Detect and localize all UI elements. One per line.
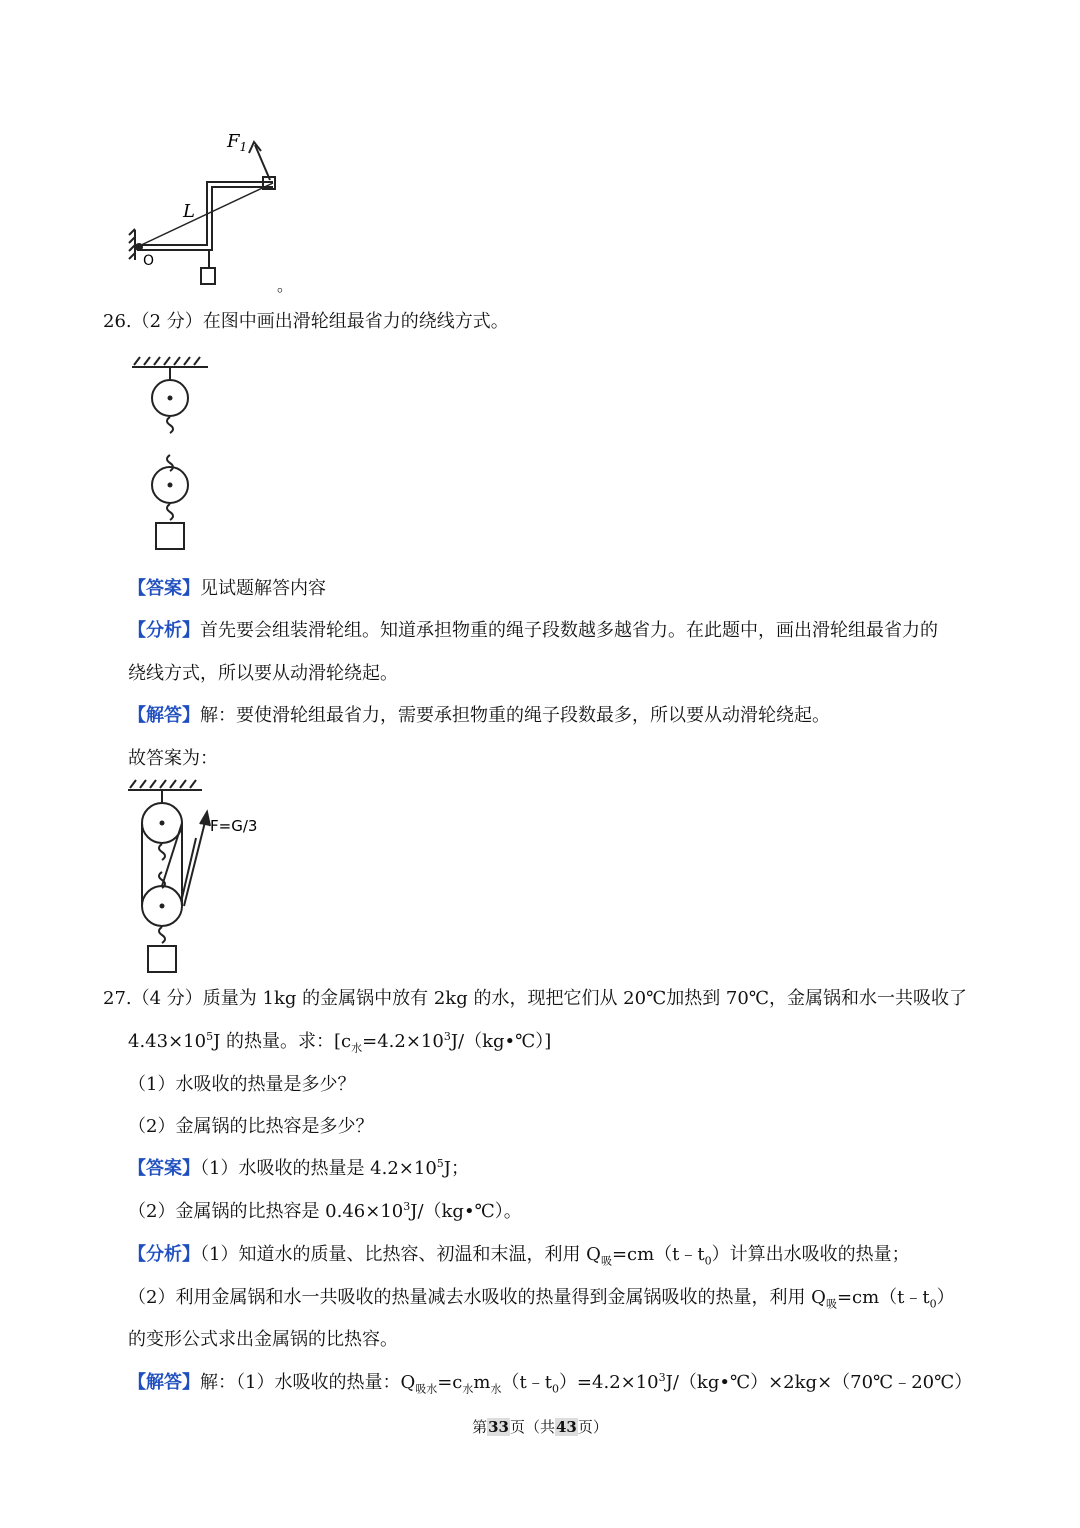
current-page-number: 33	[488, 1418, 509, 1436]
pulley-answer-figure	[126, 778, 276, 978]
q27-analysis-line3: 的变形公式求出金属锅的比热容。	[128, 1329, 398, 1350]
total-page-number: 43	[556, 1418, 577, 1436]
q26-analysis-line1: 【分析】首先要会组装滑轮组。知道承担物重的绳子段数越多越省力。在此题中，画出滑轮组最省力的	[128, 620, 938, 641]
analysis-tag: 【分析】	[128, 1244, 200, 1265]
q27-question-line1: 27.（4 分）质量为 1kg 的金属锅中放有 2kg 的水，现把它们从 20℃加热到 70℃，金属锅和水一共吸收了	[103, 988, 967, 1009]
q27-solution-line1: 【解答】解：（1）水吸收的热量：$Q_{吸水}=c_水m_水(t﹣t_0)=4.2\times 10^3J/(kg•℃)\times 2kg\times(70℃﹣20℃)$	[128, 1371, 973, 1396]
figure-period: 。	[277, 276, 294, 295]
q27-sub-question-2: （2）金属锅的比热容是多少？	[128, 1116, 374, 1137]
pulley-question-figure	[128, 355, 218, 555]
q27-question-line2: $4.43\times 10^5J$ 的热量。求：$[c_水=4.2\times 10^3J/(kg•℃)]$	[128, 1030, 552, 1055]
answer-tag: 【答案】	[128, 578, 200, 599]
q27-analysis-line2: （2）利用金属锅和水一共吸收的热量减去水吸收的热量得到金属锅吸收的热量，利用 $Q_吸=cm(t﹣t_0)$	[128, 1287, 955, 1311]
q27-sub-question-1: （1）水吸收的热量是多少？	[128, 1074, 356, 1095]
q26-question: 26.（2 分）在图中画出滑轮组最省力的绕线方式。	[103, 311, 509, 332]
answer-tag: 【答案】	[128, 1158, 200, 1179]
q26-conclusion: 故答案为：	[128, 748, 218, 769]
q27-analysis-line1: 【分析】（1）知道水的质量、比热容、初温和末温，利用 $Q_吸=cm(t﹣t_0)$计算出水吸收的热量；	[128, 1244, 910, 1268]
q26-solution: 【解答】解：要使滑轮组最省力，需要承担物重的绳子段数最多，所以要从动滑轮绕起。	[128, 705, 830, 726]
lever-figure	[125, 125, 295, 295]
q27-answer-2: （2）金属锅的比热容是 $0.46\times 10^3J/(kg•℃)$。	[128, 1200, 522, 1222]
q27-answer-1: 【答案】（1）水吸收的热量是 $4.2\times 10^5J$；	[128, 1157, 470, 1179]
analysis-tag: 【分析】	[128, 620, 200, 641]
force-label-f1: $F_1$	[227, 131, 248, 154]
q26-answer: 【答案】见试题解答内容	[128, 578, 326, 599]
lever-arm-label: L	[183, 201, 195, 222]
solution-tag: 【解答】	[128, 705, 200, 726]
page-footer: 第33页（共43页）	[472, 1418, 608, 1436]
force-equation-label: F=G/3	[210, 817, 258, 835]
pivot-label: O	[143, 253, 155, 269]
q26-analysis-line2: 绕线方式，所以要从动滑轮绕起。	[128, 663, 398, 684]
solution-tag: 【解答】	[128, 1372, 200, 1393]
